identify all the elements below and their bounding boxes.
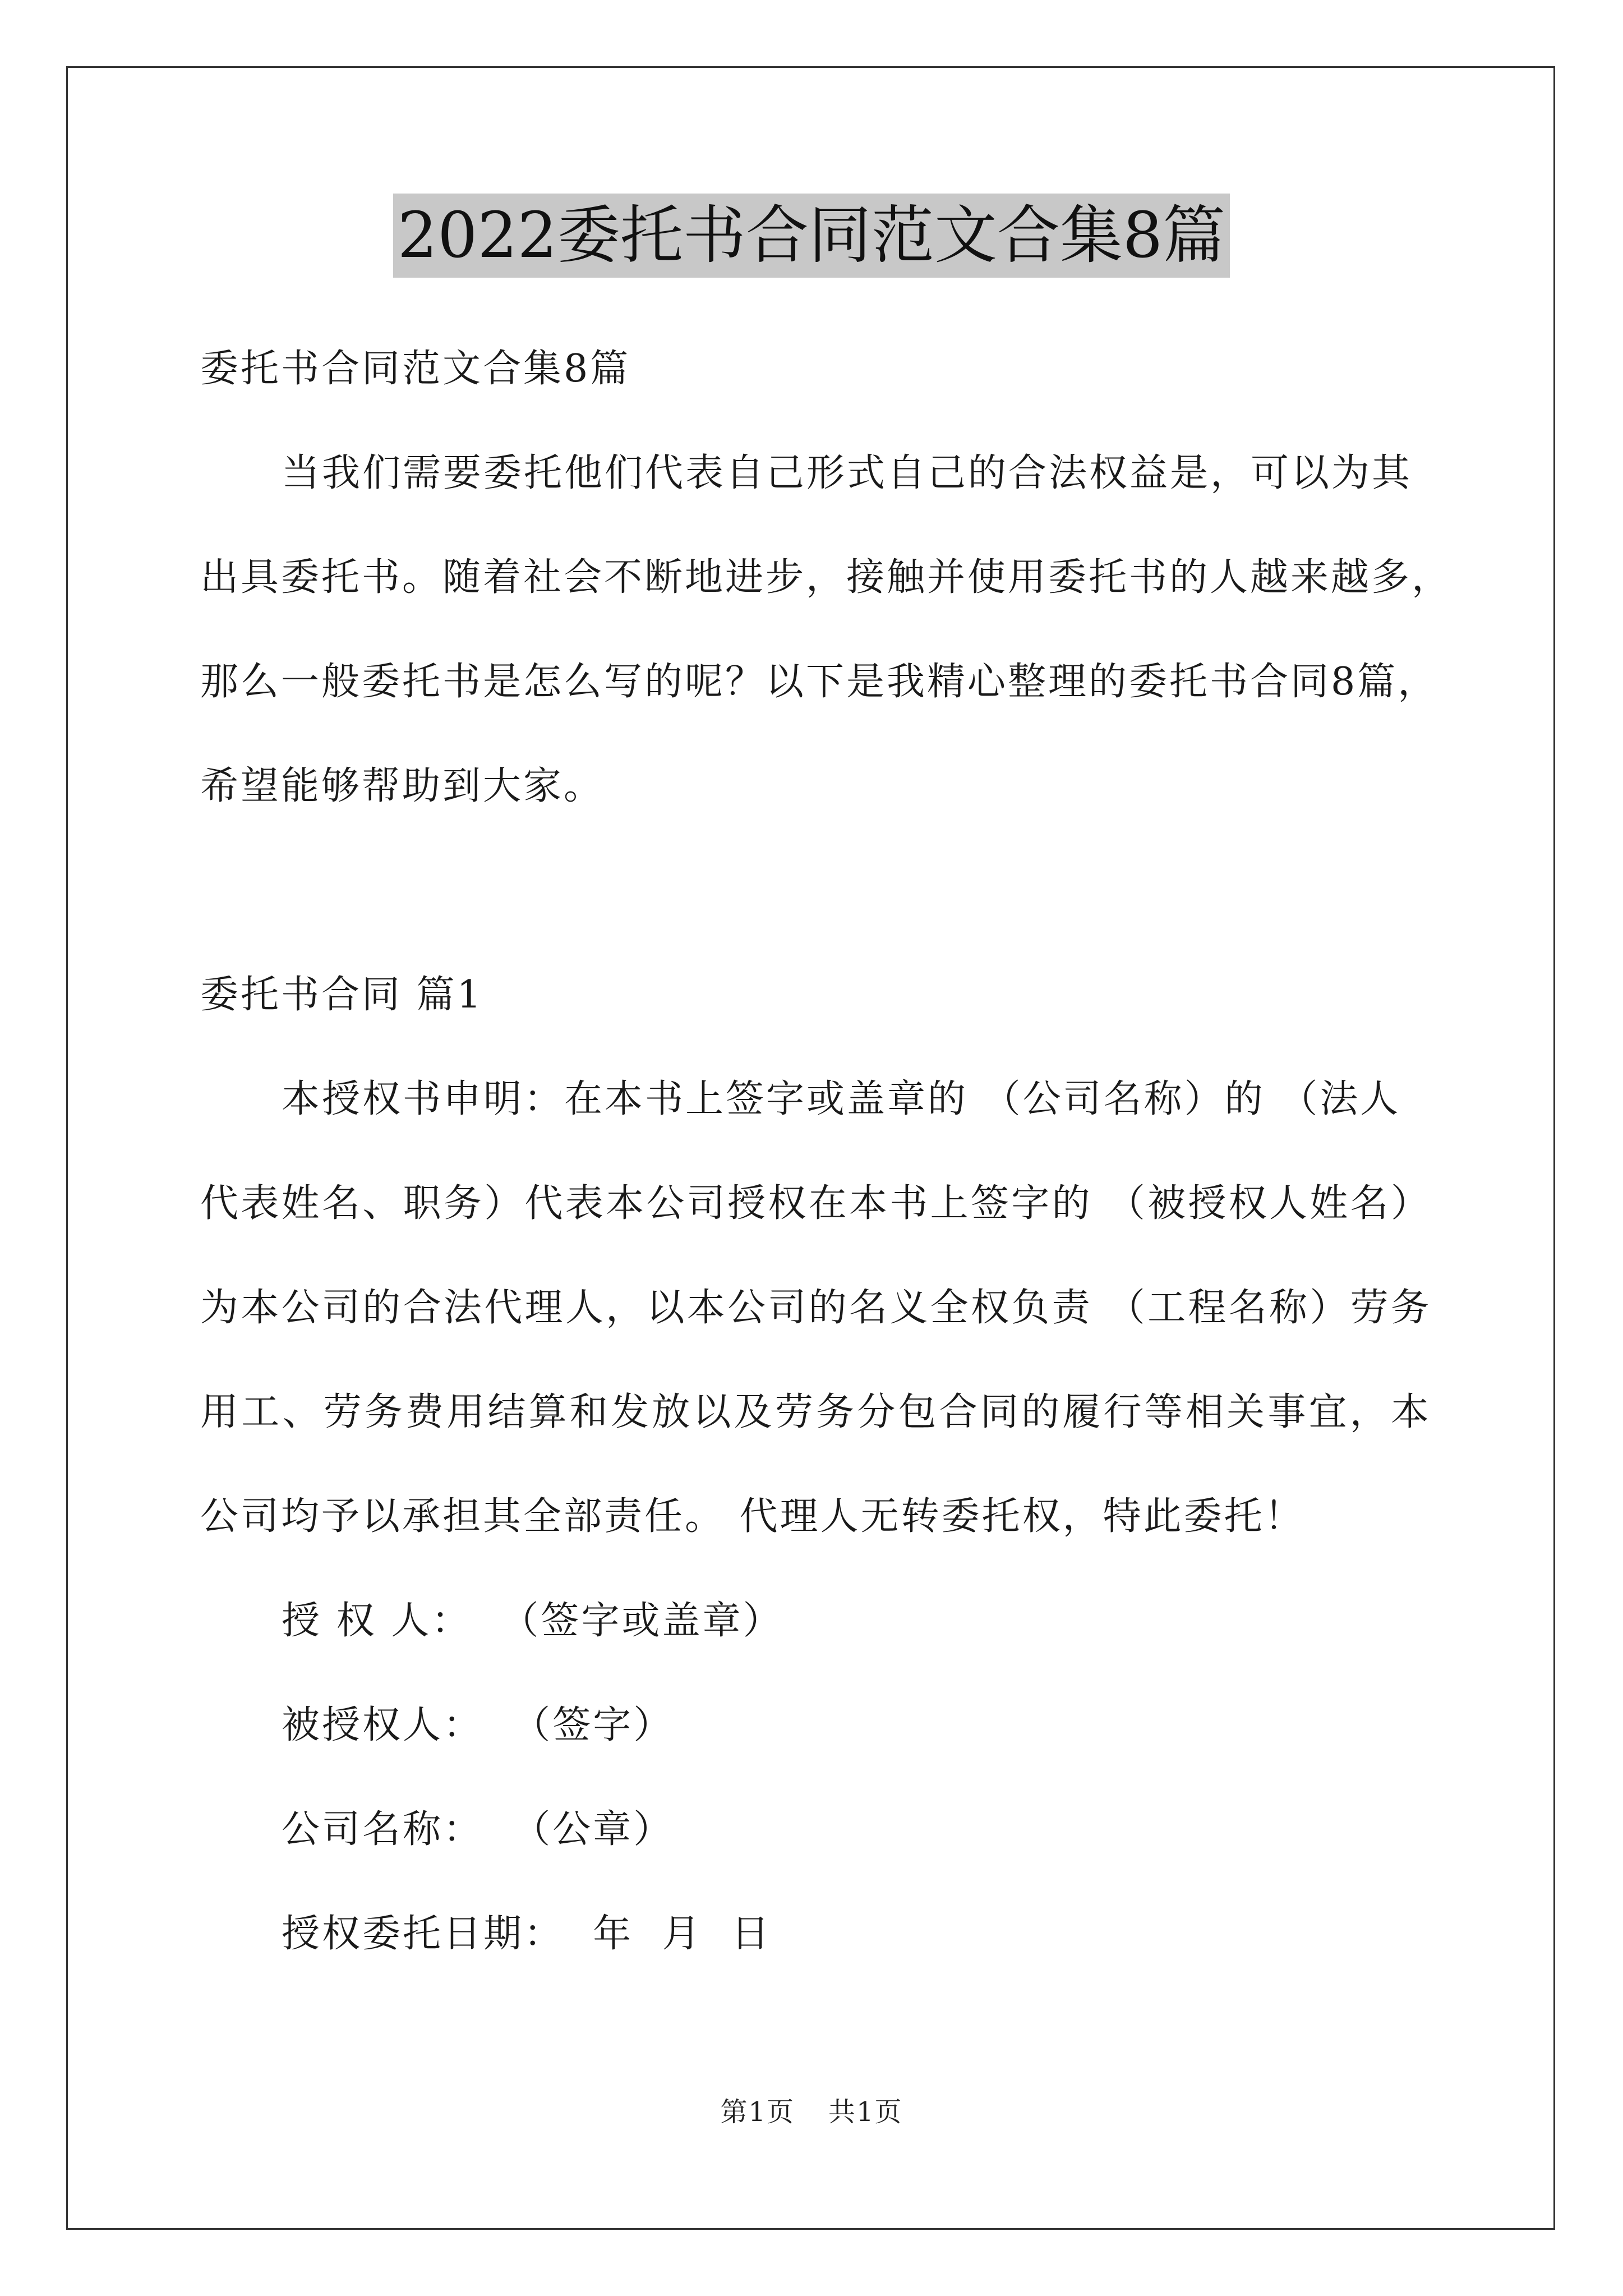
section-line-1: 本授权书申明：在本书上签字或盖章的 （公司名称）的 （法人 xyxy=(282,1077,1401,1121)
intro-line-4: 希望能够帮助到大家。 xyxy=(200,764,605,808)
signature-authorizer: 授 权 人： （签字或盖章） xyxy=(282,1599,783,1643)
signature-company-name: 公司名称： （公章） xyxy=(282,1807,674,1852)
intro-line-1: 当我们需要委托他们代表自己形式自己的合法权益是，可以为其 xyxy=(282,451,1413,495)
section-line-2: 代表姓名、职务）代表本公司授权在本书上签字的 （被授权人姓名） xyxy=(200,1181,1431,1226)
signature-date: 授权委托日期： 年 月 日 xyxy=(282,1912,772,1956)
section-line-4: 用工、劳务费用结算和发放以及劳务分包合同的履行等相关事宜，本 xyxy=(200,1390,1431,1434)
section-heading: 委托书合同 篇1 xyxy=(200,973,483,1017)
document-body xyxy=(200,317,1453,1986)
section-line-5: 公司均予以承担其全部责任。 代理人无转委托权，特此委托！ xyxy=(200,1494,1305,1539)
title-container xyxy=(0,194,1623,278)
page-number-current: 第1页 xyxy=(720,2096,795,2128)
document-title: 2022委托书合同范文合集8篇 xyxy=(393,194,1230,278)
page-footer xyxy=(0,2095,1623,2129)
intro-line-3: 那么一般委托书是怎么写的呢？以下是我精心整理的委托书合同8篇， xyxy=(200,660,1438,704)
document-subtitle: 委托书合同范文合集8篇 xyxy=(200,347,631,391)
paragraph-spacer xyxy=(200,839,1431,943)
intro-line-2: 出具委托书。随着社会不断地进步，接触并使用委托书的人越来越多， xyxy=(200,555,1453,600)
signature-authorized-person: 被授权人： （签字） xyxy=(282,1703,674,1747)
page-number-total: 共1页 xyxy=(828,2096,903,2128)
section-line-3: 为本公司的合法代理人，以本公司的名义全权负责 （工程名称）劳务 xyxy=(200,1286,1431,1330)
